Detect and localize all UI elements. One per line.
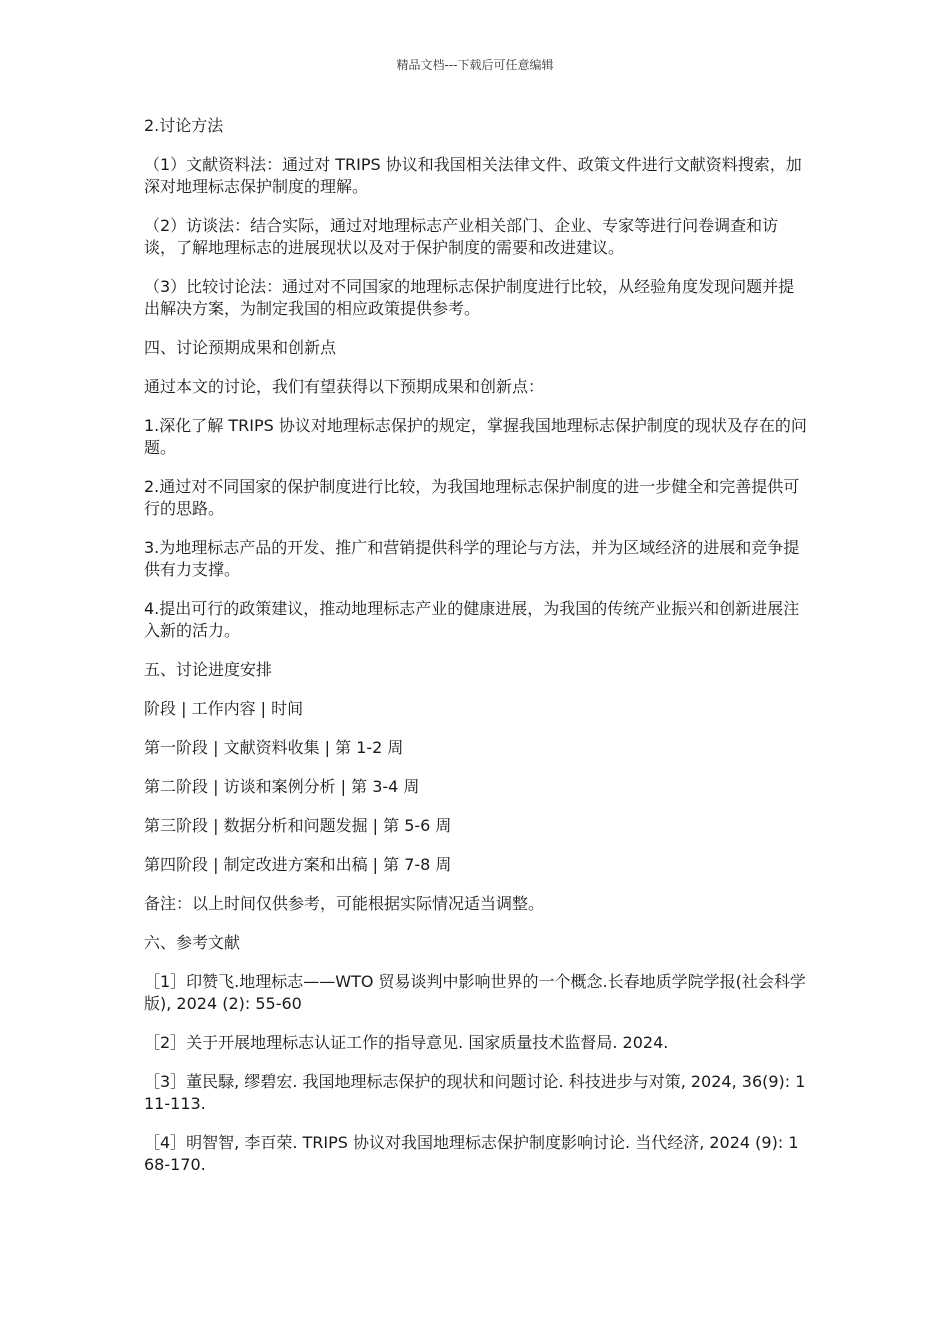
outcome-item-2: 2.通过对不同国家的保护制度进行比较，为我国地理标志保护制度的进一步健全和完善提供可行的思路。	[144, 477, 800, 518]
section-heading-outcomes: 四、讨论预期成果和创新点	[144, 338, 337, 357]
reference-item-1: ［1］印赞飞.地理标志——WTO 贸易谈判中影响世界的一个概念.长春地质学院学报(社会科学版), 2024 (2): 55-60	[144, 972, 806, 1013]
schedule-row-2: 第二阶段 | 访谈和案例分析 | 第 3-4 周	[144, 777, 420, 796]
schedule-row-3: 第三阶段 | 数据分析和问题发掘 | 第 5-6 周	[144, 816, 452, 835]
method-comparison: （3）比较讨论法：通过对不同国家的地理标志保护制度进行比较，从经验角度发现问题并提出解决方案，为制定我国的相应政策提供参考。	[144, 277, 795, 318]
schedule-note: 备注：以上时间仅供参考，可能根据实际情况适当调整。	[144, 894, 545, 913]
reference-item-3: ［3］董民騄, 缪碧宏. 我国地理标志保护的现状和问题讨论. 科技进步与对策, 2024, 36(9): 111-113.	[144, 1072, 806, 1113]
reference-item-2: ［2］关于开展地理标志认证工作的指导意见. 国家质量技术监督局. 2024.	[144, 1033, 669, 1052]
reference-item-4: ［4］明智智, 李百荣. TRIPS 协议对我国地理标志保护制度影响讨论. 当代经济, 2024 (9): 168-170.	[144, 1133, 799, 1174]
page-header: 精品文档---下载后可任意编辑	[396, 58, 554, 72]
outcome-item-1: 1.深化了解 TRIPS 协议对地理标志保护的规定，掌握我国地理标志保护制度的现状及存在的问题。	[144, 416, 807, 457]
outcomes-intro: 通过本文的讨论，我们有望获得以下预期成果和创新点：	[144, 377, 545, 396]
section-heading-schedule: 五、讨论进度安排	[144, 660, 273, 679]
method-interview: （2）访谈法：结合实际，通过对地理标志产业相关部门、企业、专家等进行问卷调查和访谈，了解地理标志的进展现状以及对于保护制度的需要和改进建议。	[144, 216, 779, 257]
method-literature: （1）文献资料法：通过对 TRIPS 协议和我国相关法律文件、政策文件进行文献资料搜索，加深对地理标志保护制度的理解。	[144, 155, 802, 196]
section-heading-references: 六、参考文献	[144, 933, 241, 952]
document-body	[144, 115, 808, 1193]
schedule-row-1: 第一阶段 | 文献资料收集 | 第 1-2 周	[144, 738, 404, 757]
outcome-item-3: 3.为地理标志产品的开发、推广和营销提供科学的理论与方法，并为区域经济的进展和竞争提供有力支撑。	[144, 538, 800, 579]
outcome-item-4: 4.提出可行的政策建议，推动地理标志产业的健康进展，为我国的传统产业振兴和创新进展注入新的活力。	[144, 599, 800, 640]
schedule-row-4: 第四阶段 | 制定改进方案和出稿 | 第 7-8 周	[144, 855, 452, 874]
section-heading-methods: 2.讨论方法	[144, 116, 224, 135]
schedule-header-row: 阶段 | 工作内容 | 时间	[144, 699, 304, 718]
